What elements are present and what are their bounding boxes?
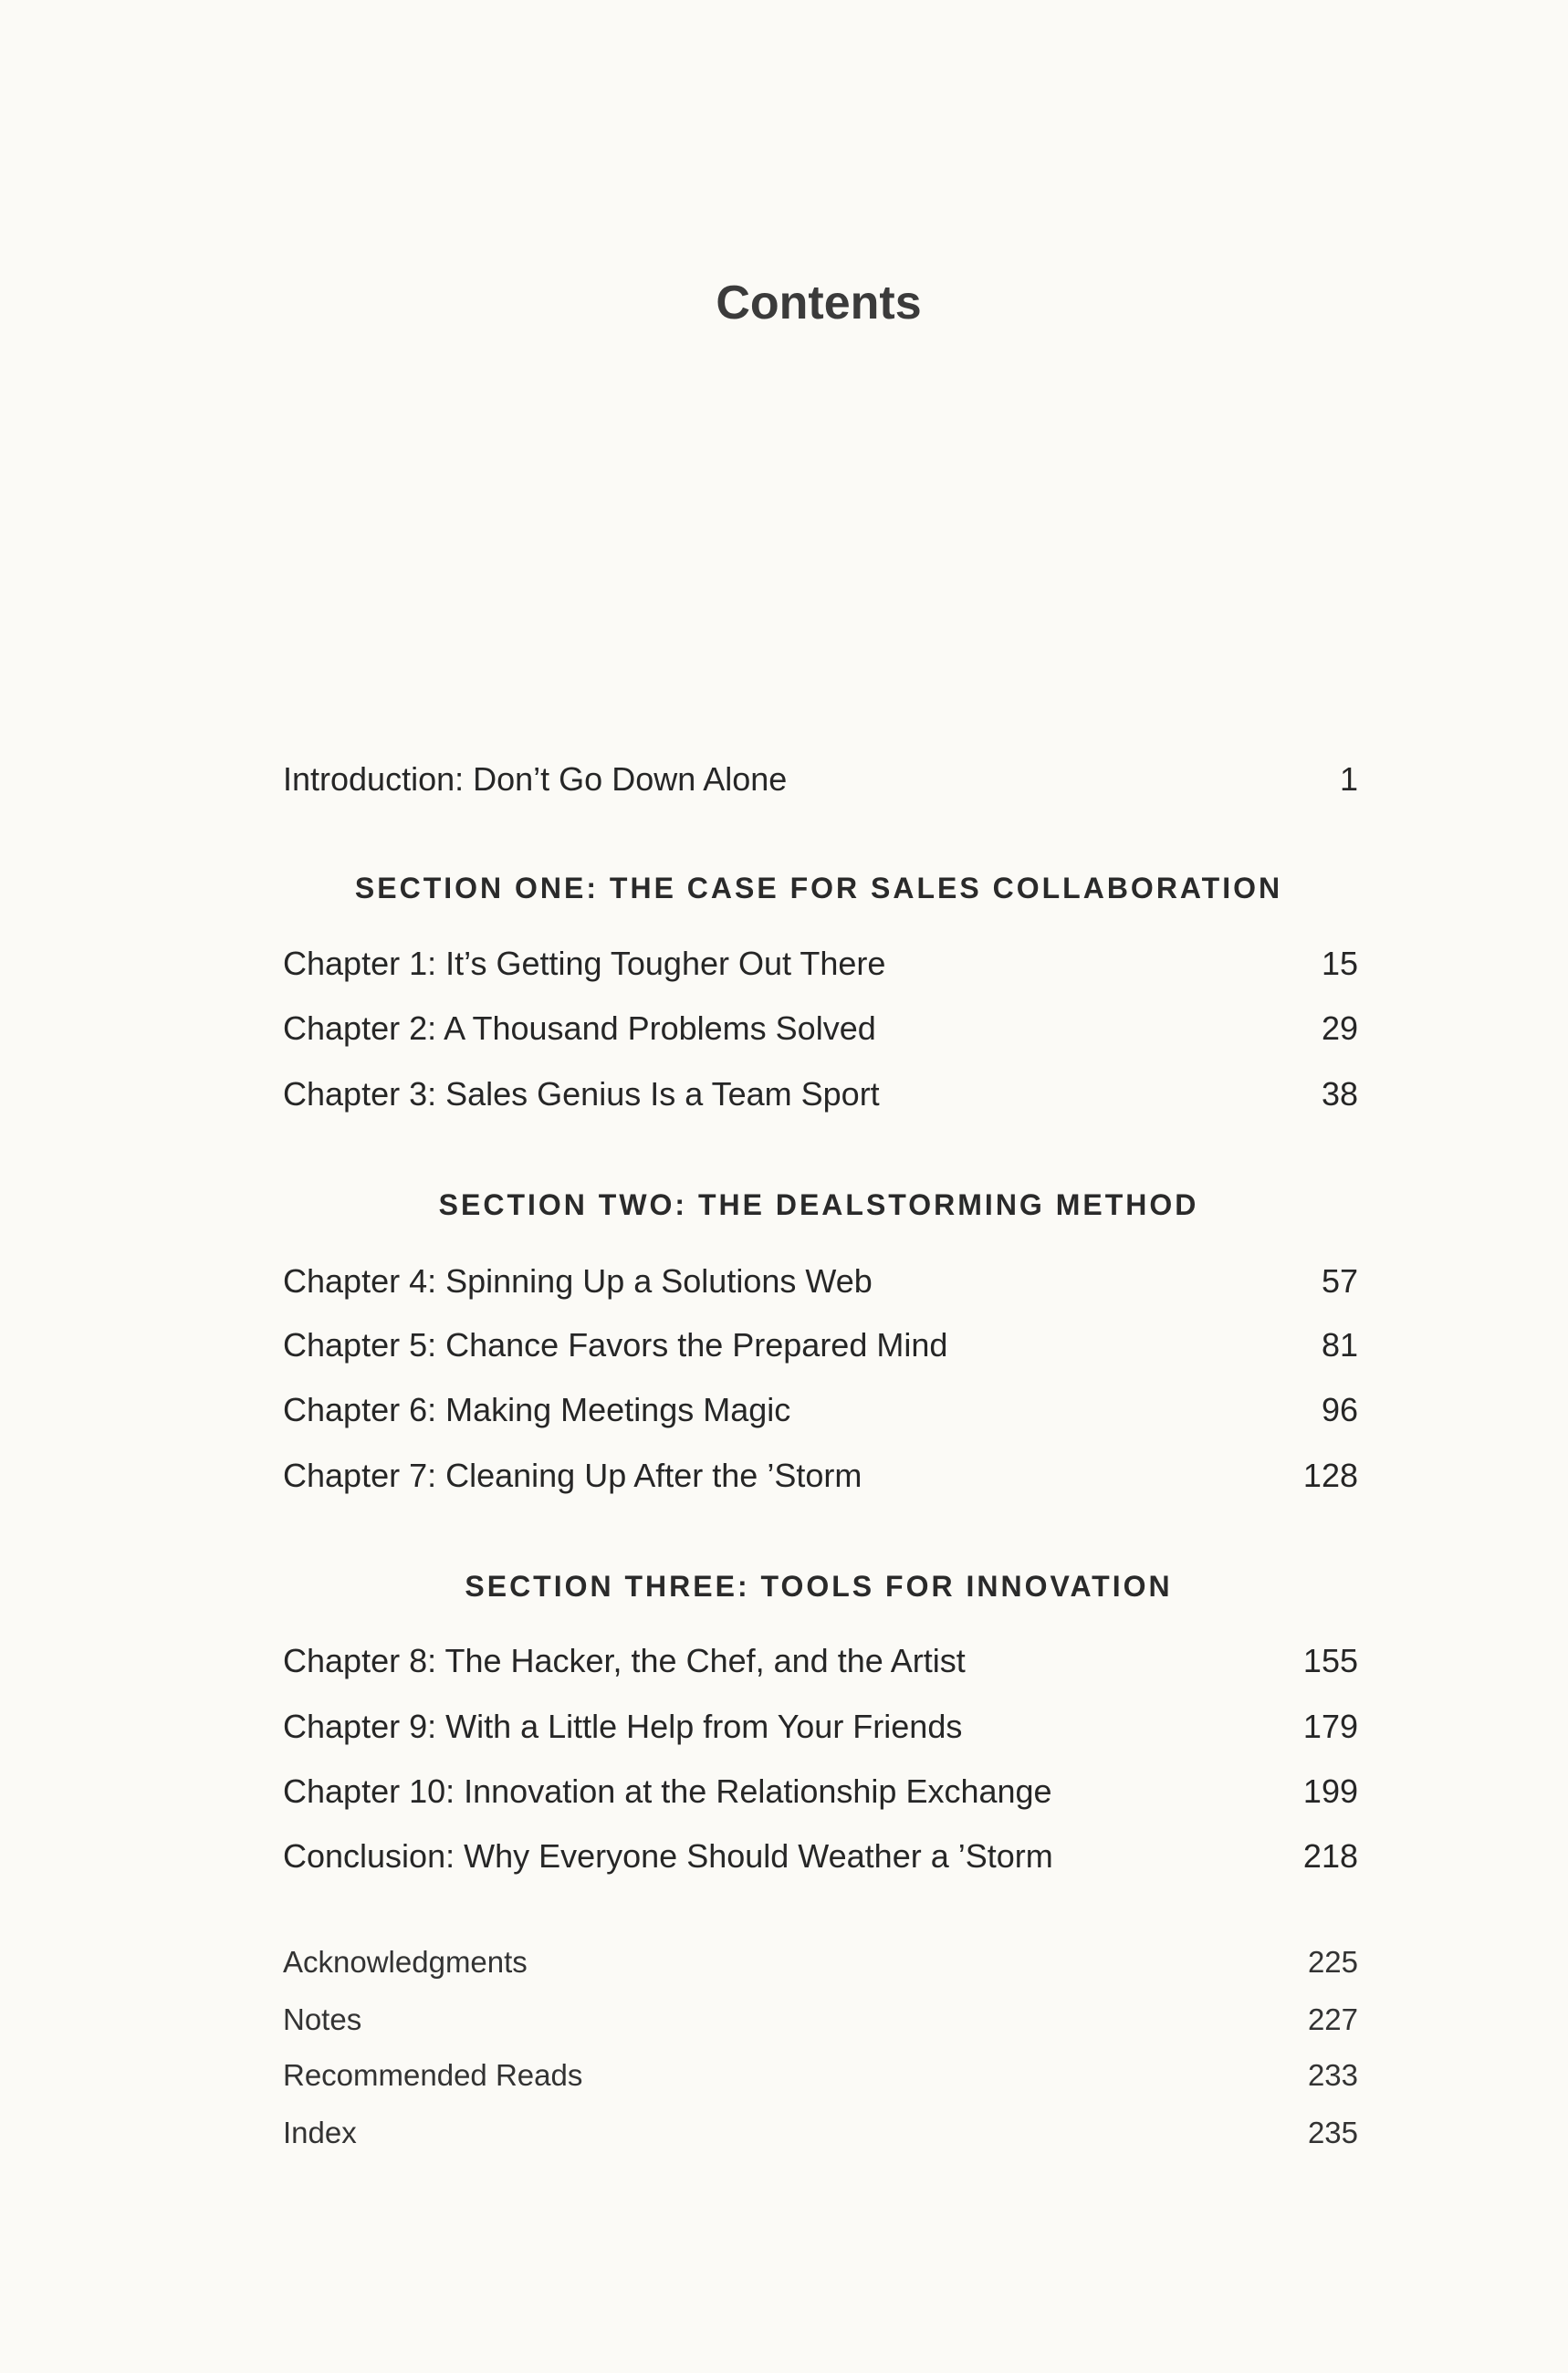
- entry-label: Chapter 5: Chance Favors the Prepared Mind: [283, 1326, 948, 1364]
- entry-page: 233: [1307, 2058, 1358, 2092]
- entry-label: Chapter 1: It’s Getting Tougher Out There: [283, 945, 886, 982]
- toc-entry: [283, 1262, 1358, 1300]
- entry-label: Index: [283, 2116, 357, 2149]
- entry-page: 29: [1321, 1009, 1358, 1047]
- toc-entry: [283, 1326, 1358, 1364]
- toc-entry: [283, 1459, 1358, 1492]
- entry-page: 199: [1302, 1772, 1358, 1810]
- toc-entry-back-matter: [283, 2117, 1358, 2148]
- toc-entry: [283, 1642, 1358, 1679]
- entry-label: Chapter 7: Cleaning Up After the ’Storm: [283, 1457, 862, 1494]
- entry-page: 155: [1302, 1642, 1358, 1679]
- toc-entry: [283, 1391, 1358, 1428]
- toc-entry-introduction: [283, 760, 1358, 798]
- toc-entry-back-matter: [283, 1947, 1358, 1977]
- entry-label: Conclusion: Why Everyone Should Weather a ’Storm: [283, 1837, 1053, 1875]
- section-heading: SECTION ONE: THE CASE FOR SALES COLLABORATION: [354, 872, 1283, 904]
- toc-entry: [283, 1772, 1358, 1810]
- entry-page: 218: [1302, 1837, 1358, 1875]
- entry-label: Chapter 4: Spinning Up a Solutions Web: [283, 1262, 873, 1300]
- entry-page: 81: [1321, 1326, 1358, 1364]
- entry-label: Chapter 2: A Thousand Problems Solved: [283, 1009, 876, 1047]
- entry-page: 38: [1321, 1075, 1358, 1113]
- entry-label: Chapter 6: Making Meetings Magic: [283, 1391, 791, 1428]
- entry-page: 96: [1321, 1391, 1358, 1428]
- entry-page: 1: [1339, 760, 1358, 798]
- entry-label: Chapter 3: Sales Genius Is a Team Sport: [283, 1075, 880, 1113]
- entry-page: 227: [1307, 2002, 1358, 2036]
- entry-label: Acknowledgments: [283, 1945, 528, 1979]
- section-heading: SECTION THREE: TOOLS FOR INNOVATION: [465, 1570, 1173, 1603]
- page-title: Contents: [716, 277, 922, 329]
- toc-entry: [283, 1710, 1358, 1743]
- entry-page: 128: [1302, 1457, 1358, 1494]
- entry-label: Introduction: Don’t Go Down Alone: [283, 760, 788, 798]
- entry-label: Chapter 9: With a Little Help from Your Friends: [283, 1708, 963, 1745]
- entry-page: 57: [1321, 1262, 1358, 1300]
- toc-entry: [283, 1837, 1358, 1875]
- toc-entry-back-matter: [283, 2060, 1358, 2090]
- entry-label: Chapter 10: Innovation at the Relationship Exchange: [283, 1772, 1052, 1810]
- toc-entry: [283, 947, 1358, 980]
- entry-page: 15: [1321, 945, 1358, 982]
- entry-label: Notes: [283, 2002, 362, 2036]
- entry-page: 225: [1307, 1945, 1358, 1979]
- entry-page: 235: [1307, 2116, 1358, 2149]
- toc-entry-back-matter: [283, 2004, 1358, 2034]
- entry-label: Recommended Reads: [283, 2058, 583, 2092]
- toc-entry: [283, 1009, 1358, 1047]
- entry-label: Chapter 8: The Hacker, the Chef, and the Artist: [283, 1642, 966, 1679]
- section-heading: SECTION TWO: THE DEALSTORMING METHOD: [438, 1188, 1199, 1221]
- entry-page: 179: [1302, 1708, 1358, 1745]
- toc-entry: [283, 1075, 1358, 1113]
